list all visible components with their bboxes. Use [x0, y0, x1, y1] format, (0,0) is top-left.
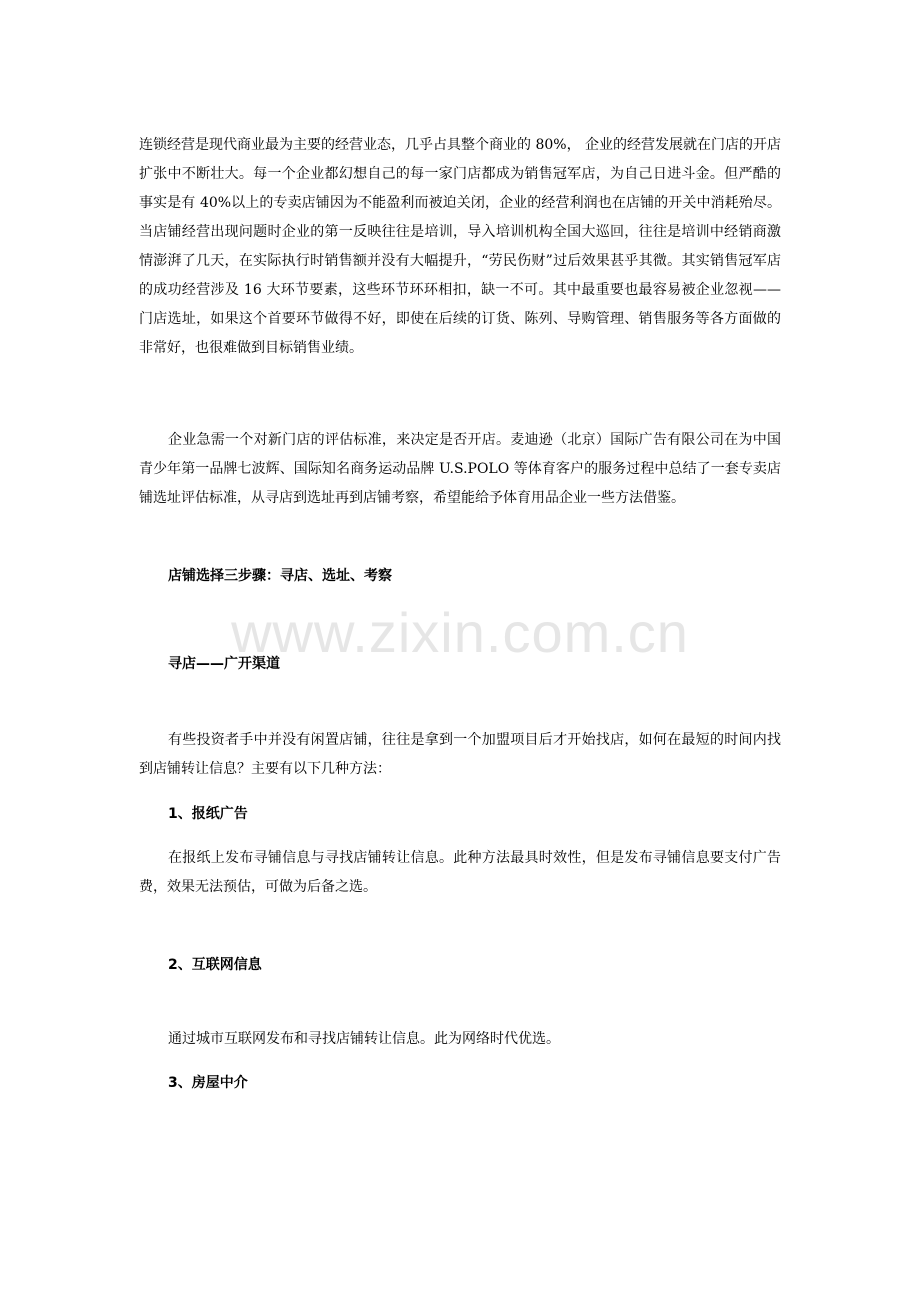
paragraph-internet: 通过城市互联网发布和寻找店铺转让信息。此为网络时代优选。: [168, 1031, 560, 1047]
heading-real-estate-agent: 3、房屋中介: [168, 1075, 248, 1091]
heading-three-steps: 店铺选择三步骤：寻店、选址、考察: [168, 568, 392, 584]
heading-newspaper-ads: 1、报纸广告: [168, 806, 248, 822]
watermark-text: www.zixin.com.cn: [231, 601, 689, 664]
paragraph-investors: 有些投资者手中并没有闲置店铺，往往是拿到一个加盟项目后才开始找店，如何在最短的时间内找到店铺转让信息？主要有以下几种方法：: [139, 732, 781, 777]
heading-find-store: 寻店——广开渠道: [168, 656, 280, 672]
paragraph-evaluation-standard: 企业急需一个对新门店的评估标准，来决定是否开店。麦迪逊（北京）国际广告有限公司在为中国青少年第一品牌七波辉、国际知名商务运动品牌 U.S.POLO 等体育客户的服务过程中总结了一套专卖店铺选址评估标准，从寻店到选址再到店铺考察，希望能给予体育用品企业一些方法借鉴。: [139, 432, 781, 506]
heading-internet-info: 2、互联网信息: [168, 957, 262, 973]
paragraph-newspaper: 在报纸上发布寻铺信息与寻找店铺转让信息。此种方法最具时效性，但是发布寻铺信息要支付广告费，效果无法预估，可做为后备之选。: [139, 850, 781, 895]
paragraph-intro: 连锁经营是现代商业最为主要的经营业态，几乎占具整个商业的 80%， 企业的经营发展就在门店的开店扩张中不断壮大。每一个企业都幻想自己的每一家门店都成为销售冠军店，为自己日进斗金。但严酷的事实是有 40%以上的专卖店铺因为不能盈利而被迫关闭，企业的经营利润也在店铺的开关中消耗殆尽。当店铺经营出现问题时企业的第一反映往往是培训，导入培训机构全国大巡回，往往是培训中经销商激情澎湃了几天，在实际执行时销售额并没有大幅提升，“劳民伤财”过后效果甚乎其微。其实销售冠军店的成功经营涉及 16 大环节要素，这些环节环环相扣，缺一不可。其中最重要也最容易被企业忽视——门店选址，如果这个首要环节做得不好，即使在后续的订货、陈列、导购管理、销售服务等各方面做的非常好，也很难做到目标销售业绩。: [139, 137, 782, 356]
